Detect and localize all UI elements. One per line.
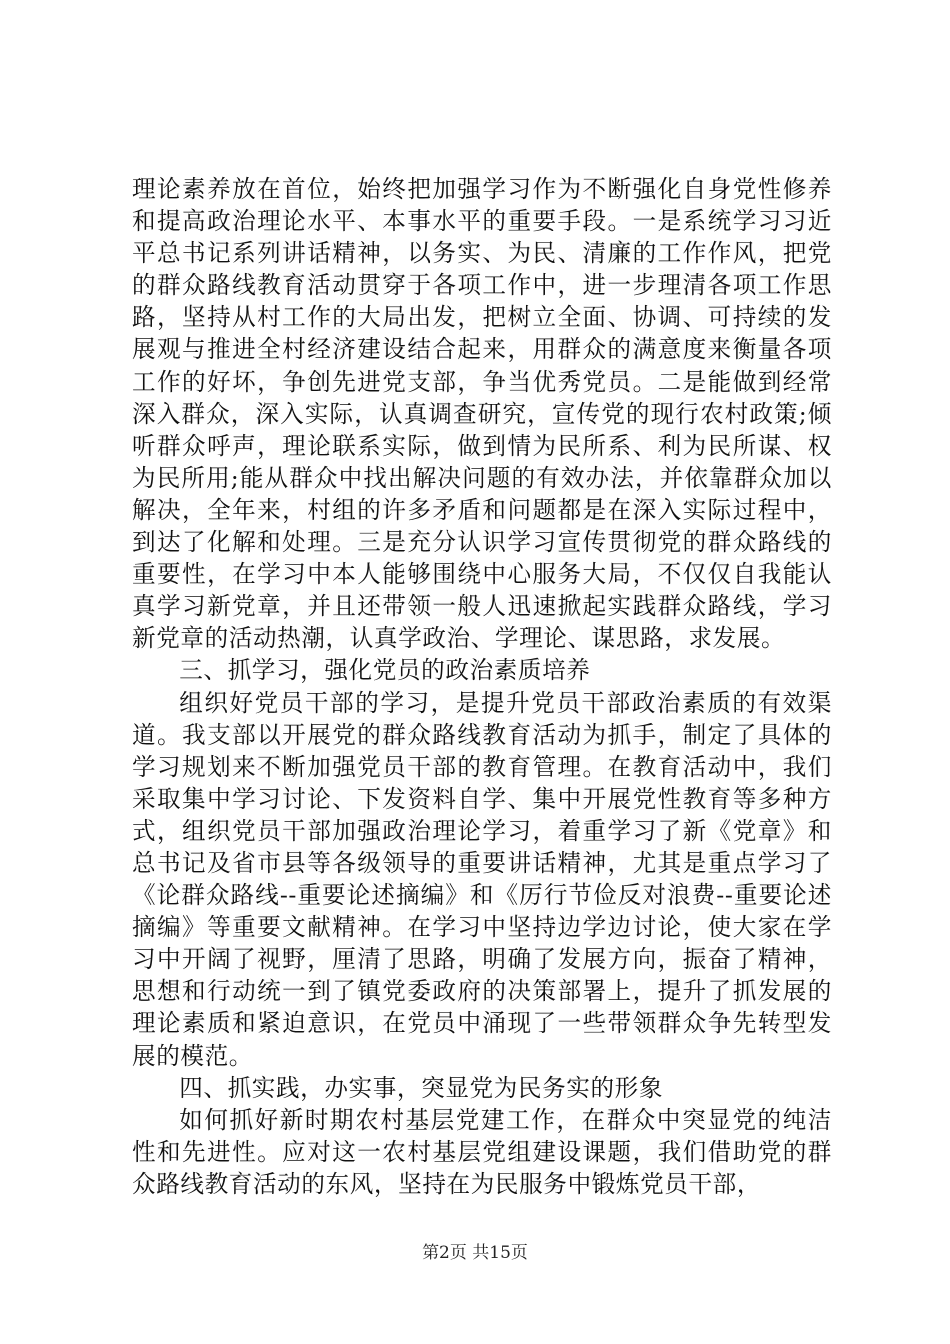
section-heading-four: 四、抓实践，办实事，突显党为民务实的形象	[179, 1073, 664, 1102]
paragraph-practice: 如何抓好新时期农村基层党建工作，在群众中突显党的纯洁性和先进性。应对这一农村基层党组建设课题，我们借助党的群众路线教育活动的东风，坚持在为民服务中锻炼党员干部，	[132, 1105, 832, 1198]
paragraph-study: 组织好党员干部的学习，是提升党员干部政治素质的有效渠道。我支部以开展党的群众路线教育活动为抓手，制定了具体的学习规划来不断加强党员干部的教育管理。在教育活动中，我们采取集中学习讨论、下发资料自学、集中开展党性教育等多种方式，组织党员干部加强政治理论学习，着重学习了新《党章》和总书记及省市县等各级领导的重要讲话精神，尤其是重点学习了《论群众路线--重要论述摘编》和《厉行节俭反对浪费--重要论述摘编》等重要文献精神。在学习中坚持边学边讨论，使大家在学习中开阔了视野，厘清了思路，明确了发展方向，振奋了精神，思想和行动统一到了镇党委政府的决策部署上，提升了抓发展的理论素质和紧迫意识，在党员中涌现了一些带领群众争先转型发展的模范。	[132, 688, 832, 1070]
document-body	[132, 173, 832, 1200]
page-footer: 第2页 共15页	[422, 1243, 528, 1263]
paragraph-continuation: 理论素养放在首位，始终把加强学习作为不断强化自身党性修养和提高政治理论水平、本事水平的重要手段。一是系统学习习近平总书记系列讲话精神，以务实、为民、清廉的工作作风，把党的群众路线教育活动贯穿于各项工作中，进一步理清各项工作思路，坚持从村工作的大局出发，把树立全面、协调、可持续的发展观与推进全村经济建设结合起来，用群众的满意度来衡量各项工作的好坏，争创先进党支部，争当优秀党员。二是能做到经常深入群众，深入实际，认真调查研究，宣传党的现行农村政策;倾听群众呼声，理论联系实际，做到情为民所系、利为民所谋、权为民所用;能从群众中找出解决问题的有效办法，并依靠群众加以解决，全年来，村组的许多矛盾和问题都是在深入实际过程中，到达了化解和处理。三是充分认识学习宣传贯彻党的群众路线的重要性，在学习中本人能够围绕中心服务大局，不仅仅自我能认真学习新党章，并且还带领一般人迅速掀起实践群众路线，学习新党章的活动热潮，认真学政治、学理论、谋思路，求发展。	[132, 175, 832, 653]
section-heading-three: 三、抓学习，强化党员的政治素质培养	[179, 656, 591, 685]
